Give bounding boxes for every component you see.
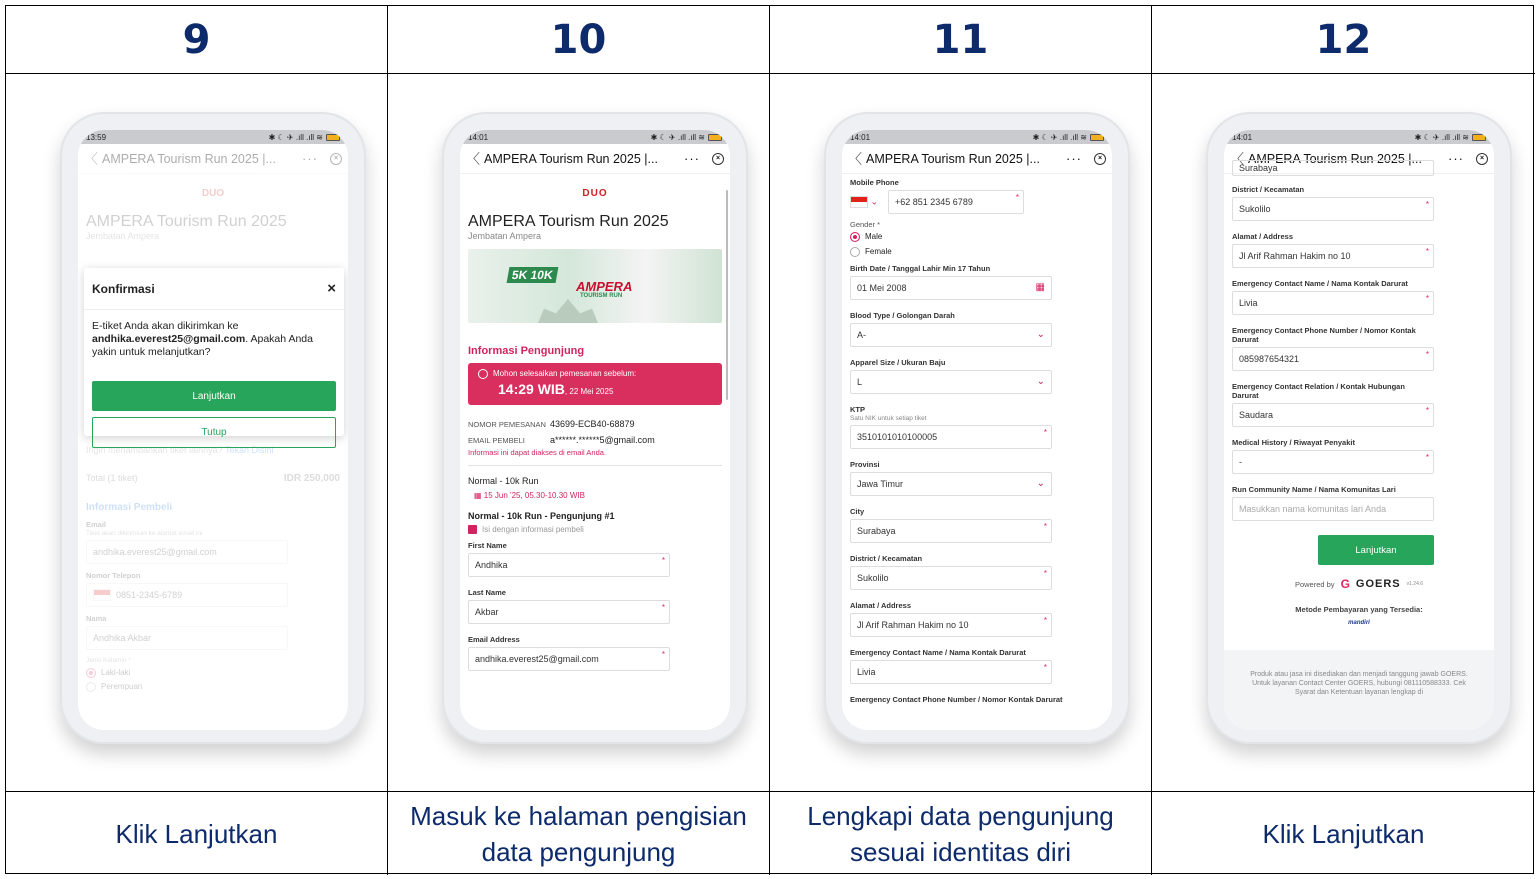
phone-screen (78, 130, 348, 730)
required-marker: * (1043, 428, 1047, 437)
payment-heading: Metode Pembayaran yang Tersedia: (1295, 605, 1423, 614)
buyer-email-value: a******.******5@gmail.com (550, 435, 655, 445)
required-marker: * (1043, 569, 1047, 578)
dialog-msg-b: . Apakah Anda yakin untuk melanjutkan? (92, 333, 313, 358)
required-marker: * (1043, 522, 1047, 531)
first-name-value: Andhika (475, 560, 508, 571)
deadline-date: , 22 Mei 2025 (564, 387, 614, 396)
close-icon[interactable]: × (1094, 153, 1106, 165)
close-icon[interactable]: × (1476, 153, 1488, 165)
banner-5k: 5K (510, 268, 529, 282)
dialog-message (84, 310, 344, 359)
emergency-name-value: Livia (1239, 298, 1258, 308)
add-ticket-link[interactable]: Tekan Disini (224, 445, 274, 455)
ktp-value: 3510101010100005 (857, 432, 938, 442)
more-icon[interactable]: ··· (1448, 151, 1464, 166)
step-10-screenshot (388, 74, 770, 792)
emergency-name-field[interactable] (850, 660, 1052, 684)
phone-frame (1206, 112, 1512, 744)
apparel-size-select[interactable] (850, 370, 1052, 394)
event-venue: Jembatan Ampera (86, 231, 160, 241)
district-value: Sukolilo (857, 573, 889, 583)
gender-female-label: Female (865, 247, 892, 257)
ktp-hint: Satu NIK untuk setiap tiket (850, 415, 927, 422)
app-bar (78, 144, 348, 174)
required-marker: * (1425, 294, 1429, 303)
step-12-screenshot (1152, 74, 1535, 792)
event-banner (468, 249, 722, 323)
continue-button[interactable]: Lanjutkan (1318, 535, 1434, 565)
required-marker: * (1425, 200, 1429, 209)
address-value: Jl Arif Rahman Hakim no 10 (1239, 251, 1351, 261)
buyer-email-label: EMAIL PEMBELI (468, 435, 525, 445)
chevron-down-icon: ⌄ (870, 196, 879, 207)
chevron-down-icon: ⌄ (1036, 478, 1045, 489)
city-value: Surabaya (1239, 163, 1278, 173)
name-label: Nama (86, 614, 107, 623)
gender-label: Gender * (850, 220, 881, 229)
required-marker: * (1015, 193, 1019, 202)
event-title: AMPERA Tourism Run 2025 (86, 213, 287, 230)
continue-button[interactable]: Lanjutkan (92, 381, 336, 411)
run-community-field[interactable]: Masukkan nama komunitas lari Anda (1232, 497, 1434, 521)
more-icon[interactable]: ··· (1066, 151, 1082, 166)
step-9-screenshot (6, 74, 388, 792)
status-time: 14:01 (850, 132, 871, 142)
flag-icon (850, 196, 868, 208)
radio-icon (850, 232, 860, 242)
address-field[interactable] (1232, 244, 1434, 268)
visitor-form-page (460, 188, 730, 671)
ktp-label: KTP (850, 405, 865, 414)
required-marker: * (1043, 663, 1047, 672)
birth-date-value: 01 Mei 2008 (857, 283, 907, 293)
province-label: Provinsi (850, 460, 880, 469)
required-marker: * (1425, 350, 1429, 359)
city-value: Surabaya (857, 526, 896, 536)
battery-icon (326, 134, 340, 141)
status-time: 14:01 (468, 132, 489, 142)
close-button[interactable]: Tutup (92, 417, 336, 448)
step-caption-10: Masuk ke halaman pengisian data pengunjung (388, 792, 770, 875)
banner-silhouette (538, 299, 598, 323)
back-icon[interactable]: 〈 (466, 150, 480, 167)
run-community-label: Run Community Name / Nama Komunitas Lari (1232, 485, 1396, 494)
app-bar (460, 144, 730, 174)
medical-history-value: - (1239, 457, 1242, 467)
mobile-field[interactable] (888, 190, 1024, 214)
app-title: AMPERA Tourism Run 2025 |... (866, 151, 1040, 166)
email-access-note: Informasi ini dapat diakses di email Anda. (468, 448, 606, 457)
emergency-relation-field[interactable] (1232, 403, 1434, 427)
modal-backdrop (78, 174, 348, 730)
first-name-field[interactable] (468, 553, 670, 577)
dialog-msg-a: E-tiket Anda akan dikirimkan ke (92, 320, 239, 332)
banner-title: AMPERA (576, 279, 633, 294)
blood-type-label: Blood Type / Golongan Darah (850, 311, 955, 320)
status-time: 13:59 (86, 132, 107, 142)
district-field[interactable] (1232, 197, 1434, 221)
total-value: IDR 250,000 (283, 473, 340, 484)
required-marker: * (1425, 406, 1429, 415)
organizer-logo: DUO (582, 188, 608, 199)
clock-icon (478, 369, 488, 379)
email-label: Email (86, 520, 107, 529)
step-number-10: 10 (388, 6, 770, 74)
version-label: v1.24.6 (1406, 581, 1424, 587)
ticket-schedule (474, 491, 722, 500)
country-code-select[interactable] (850, 196, 888, 208)
phone-value: 0851-2345-6789 (116, 590, 183, 600)
battery-icon (1472, 134, 1486, 141)
radio-icon (850, 247, 860, 257)
status-bar (460, 130, 730, 144)
district-label: District / Kecamatan (850, 554, 923, 563)
ticket-schedule-text: 15 Jun '25, 05.30-10.30 WIB (483, 491, 585, 500)
dialog-email: andhika.everest25@gmail.com (92, 333, 246, 345)
visitor-form-page (1224, 160, 1494, 626)
blood-type-value: A- (857, 330, 866, 340)
app-title: AMPERA Tourism Run 2025 |... (102, 151, 276, 166)
back-icon[interactable]: 〈 (848, 150, 862, 167)
status-bar (842, 130, 1112, 144)
apparel-size-label: Apparel Size / Ukuran Baju (850, 358, 946, 367)
gender-male-option[interactable] (850, 232, 1104, 242)
emergency-name-field[interactable] (1232, 291, 1434, 315)
district-label: District / Kecamatan (1232, 185, 1305, 194)
birth-date-label: Birth Date / Tanggal Lahir Min 17 Tahun (850, 264, 991, 273)
battery-icon (1090, 134, 1104, 141)
close-icon[interactable]: × (712, 153, 724, 165)
goers-brand: GOERS (1355, 578, 1401, 590)
city-label: City (850, 507, 865, 516)
calendar-icon: ▦ (1035, 282, 1045, 293)
step-11-screenshot (770, 74, 1152, 792)
step-caption-11: Lengkapi data pengunjung sesuai identitas diri (770, 792, 1152, 875)
emergency-name-label: Emergency Contact Name / Nama Kontak Darurat (1232, 279, 1408, 288)
status-icons: ✱ ☾ ✈ .ıll .ıll ≋ (268, 132, 323, 142)
chevron-down-icon: ⌄ (1036, 329, 1045, 340)
buyer-info-heading: Informasi Pembeli (86, 502, 173, 513)
visitor-heading: Normal - 10k Run - Pengunjung #1 (468, 511, 615, 521)
step-number-12: 12 (1152, 6, 1535, 74)
required-marker: * (1425, 247, 1429, 256)
deadline-note (478, 369, 712, 379)
back-icon[interactable]: 〈 (1230, 150, 1244, 167)
step-caption-12: Klik Lanjutkan (1262, 818, 1425, 849)
address-field[interactable] (850, 613, 1052, 637)
emergency-phone-field[interactable] (1232, 347, 1434, 371)
banner-10k: 10K (529, 268, 554, 282)
banner-subtitle: TOURISM RUN (580, 293, 623, 299)
email-address-label: Email Address (468, 635, 520, 645)
email-address-field[interactable] (468, 647, 670, 671)
status-bar (1224, 130, 1494, 144)
emergency-phone-label: Emergency Contact Phone Number / Nomor Kontak Darurat (1232, 326, 1416, 344)
address-value: Jl Arif Rahman Hakim no 10 (857, 620, 969, 630)
mobile-value: +62 851 2345 6789 (895, 197, 973, 207)
event-title: AMPERA Tourism Run 2025 (468, 213, 669, 230)
mandiri-logo: mandiri (1348, 620, 1370, 626)
required-marker: * (661, 650, 665, 660)
emergency-phone-label: Emergency Contact Phone Number / Nomor Kontak Darurat (850, 695, 1063, 704)
phone-screen (460, 130, 730, 730)
medical-history-label: Medical History / Riwayat Penyakit (1232, 438, 1355, 447)
back-icon[interactable]: 〈 (84, 150, 98, 167)
fill-with-buyer-checkbox[interactable] (468, 525, 722, 534)
confirm-dialog (84, 268, 344, 436)
order-number-label: NOMOR PEMESANAN (468, 419, 546, 429)
app-title: AMPERA Tourism Run 2025 |... (484, 151, 658, 166)
phone-label: Nomor Telepon (86, 571, 141, 580)
ticket-name: Normal - 10k Run (468, 476, 539, 486)
powered-by-label: Powered by (1294, 579, 1335, 589)
city-field[interactable] (1232, 160, 1434, 176)
add-ticket-text: Ingin menambahkan tiket lainnya? (86, 445, 223, 455)
dialog-close-icon[interactable]: × (327, 280, 336, 297)
mobile-label: Mobile Phone (850, 178, 899, 187)
emergency-name-label: Emergency Contact Name / Nama Kontak Darurat (850, 648, 1026, 657)
battery-icon (708, 134, 722, 141)
required-marker: * (661, 603, 665, 613)
order-number-value: 43699-ECB40-68879 (550, 419, 635, 429)
emergency-name-value: Livia (857, 667, 876, 677)
gender-female-option[interactable] (850, 247, 1104, 257)
event-venue: Jembatan Ampera (468, 231, 542, 241)
last-name-label: Last Name (468, 588, 506, 598)
deadline-note-text: Mohon selesaikan pemesanan sebelum: (493, 369, 637, 379)
step-caption-9: Klik Lanjutkan (6, 792, 388, 875)
email-address-value: andhika.everest25@gmail.com (475, 654, 599, 665)
tutorial-table (5, 5, 1534, 874)
status-bar (78, 130, 348, 144)
last-name-value: Akbar (475, 607, 499, 618)
calendar-icon: ▦ (474, 491, 482, 500)
powered-by (1232, 577, 1486, 591)
province-select[interactable] (850, 472, 1052, 496)
phone-screen (842, 130, 1112, 730)
visitor-form-page (842, 178, 1112, 704)
deadline-time: 14:29 WIB (498, 381, 565, 397)
scrollbar[interactable] (726, 190, 728, 400)
phone-frame (60, 112, 366, 744)
required-marker: * (1425, 453, 1429, 462)
chevron-down-icon: ⌄ (1036, 376, 1045, 387)
email-hint: Tiket akan dikirimkan ke alamat email ini (86, 530, 203, 537)
name-field[interactable]: Andhika Akbar (86, 626, 288, 650)
emergency-relation-label: Emergency Contact Relation / Kontak Hubungan Darurat (1232, 382, 1405, 400)
status-icons: ✱ ☾ ✈ .ıll .ıll ≋ (1032, 132, 1087, 142)
fill-with-buyer-label: Isi dengan informasi pembeli (482, 525, 584, 534)
gender-female-label: Perempuan (101, 682, 143, 692)
status-icons: ✱ ☾ ✈ .ıll .ıll ≋ (1414, 132, 1469, 142)
emergency-phone-value: 085987654321 (1239, 354, 1300, 364)
gender-label: Jenis Kelamin * (86, 657, 131, 664)
birth-date-field[interactable] (850, 276, 1052, 300)
phone-screen (1224, 130, 1494, 730)
step-number-11: 11 (770, 6, 1152, 74)
blood-type-select[interactable] (850, 323, 1052, 347)
step-number-9: 9 (6, 6, 388, 74)
phone-frame (824, 112, 1130, 744)
more-icon[interactable]: ··· (684, 151, 700, 166)
total-label: Total (1 tiket) (86, 473, 138, 483)
ktp-field[interactable] (850, 425, 1052, 449)
address-label: Alamat / Address (1232, 232, 1293, 241)
phone-frame (442, 112, 748, 744)
gender-male-label: Male (865, 232, 883, 242)
status-icons: ✱ ☾ ✈ .ıll .ıll ≋ (650, 132, 705, 142)
checkbox-icon (468, 525, 477, 534)
visitor-info-heading: Informasi Pengunjung (468, 345, 585, 357)
status-time: 14:01 (1232, 132, 1253, 142)
district-field[interactable] (850, 566, 1052, 590)
close-icon[interactable]: × (330, 153, 342, 165)
organizer-logo: DUO (201, 188, 225, 199)
email-field[interactable]: andhika.everest25@gmail.com (86, 540, 288, 564)
city-field[interactable] (850, 519, 1052, 543)
goers-logo-icon: G (1340, 577, 1350, 591)
district-value: Sukolilo (1239, 204, 1271, 214)
first-name-label: First Name (468, 541, 507, 551)
gender-male-label: Laki-laki (101, 668, 131, 678)
app-bar (842, 144, 1112, 174)
emergency-relation-value: Saudara (1239, 410, 1274, 420)
required-marker: * (661, 556, 665, 566)
dialog-title: Konfirmasi (92, 281, 155, 296)
medical-history-field[interactable] (1232, 450, 1434, 474)
deadline-alert (468, 363, 722, 405)
app-title: AMPERA Tourism Run 2025 |... (1248, 151, 1422, 166)
province-value: Jawa Timur (857, 479, 904, 489)
page-footer: Produk atau jasa ini disediakan dan menjadi tanggung jawab GOERS. Untuk layanan Contact Center GOERS, hubungi 081110588333. Cek Syarat dan Ketentuan layanan lengkap di (1224, 650, 1494, 730)
address-label: Alamat / Address (850, 601, 911, 610)
last-name-field[interactable] (468, 600, 670, 624)
more-icon[interactable]: ··· (302, 151, 318, 166)
apparel-size-value: L (857, 377, 863, 387)
required-marker: * (1043, 616, 1047, 625)
banner-distance (507, 267, 559, 283)
